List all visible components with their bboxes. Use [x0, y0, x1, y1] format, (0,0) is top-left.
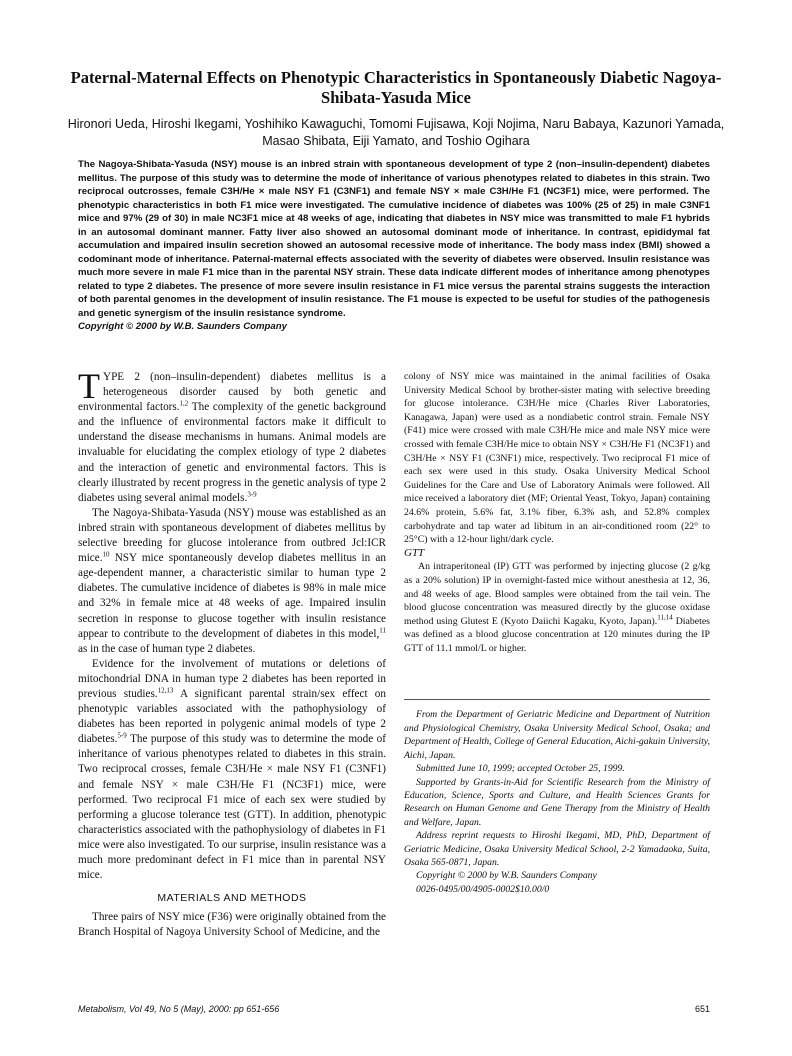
citation: 11,14	[657, 613, 673, 622]
author-list: Hironori Ueda, Hiroshi Ikegami, Yoshihiko Kawaguchi, Tomomi Fujisawa, Koji Nojima, Naru Babaya, Kazunori Yamada, Masao Shibata, Eiji Yamato, and Toshio Ogihara	[67, 117, 725, 148]
right-column	[404, 370, 710, 896]
intro-paragraph-2: The Nagoya-Shibata-Yasuda (NSY) mouse was established as an inbred strain with spontaneous development of diabetes mellitus by selective breeding for glucose intolerance from outbred Jcl:ICR mice.$^{10}$ NSY mice spontaneously develop diabetes mellitus in an age-dependent manner, a characteristic similar to human type 2 diabetes. The cumulative incidence of diabetes is 98% in male mice and 32% in female mice at 48 weeks of age. Impaired insulin secretion in response to glucose together with insulin resistance appear to contribute to the development of diabetes in this model,$^{11}$ as in the case of human type 2 diabetes.	[78, 506, 386, 655]
journal-citation: Metabolism, Vol 49, No 5 (May), 2000: pp 651-656	[78, 1004, 280, 1014]
gtt-paragraph: An intraperitoneal (IP) GTT was performed by injecting glucose (2 g/kg as a 20% solution) IP in overnight-fasted mice without anesthesia at 12, 36, and 48 weeks of age. Blood samples were obtained from the tail vein. The blood glucose concentration was measured directly by the glucose oxidase method using Glutest E (Kyoto Daiichi Kagaku, Kyoto, Japan).$^{11,14}$ Diabetes was defined as a blood glucose concentration at 120 minutes during the IP GTT of 11.1 mmol/L or higher.	[404, 561, 710, 654]
footnote-affiliation: From the Department of Geriatric Medicine and Department of Nutrition and Physiological Chemistry, Osaka University Medical School, Osaka; and Department of Health, College of General Education, Aichi-gakuin University, Aichi, Japan.	[404, 709, 710, 761]
citation: 12,13	[157, 686, 174, 695]
footnote-code: 0026-0495/00/4905-0002$10.00/0	[416, 883, 550, 895]
intro-paragraph-1: TYPE 2 (non–insulin-dependent) diabetes mellitus is a heterogeneous disorder caused by both genetic and environmental factors.$^{1,2}$ The complexity of the genetic background and the influence of environmental factors make it difficult to understand the disease mechanisms in humans. Animal models are invaluable for elucidating the complex etiology of type 2 diabetes and the interaction of genetic and environmental factors. This is clearly illustrated by recent progress in the genetic analysis of type 2 diabetes using several animal models.$^{3-9}$	[78, 366, 387, 504]
citation: 3-9	[247, 490, 257, 499]
abstract-text: The Nagoya-Shibata-Yasuda (NSY) mouse is an inbred strain with spontaneous development of type 2 (non–insulin-dependent) diabetes mellitus. The purpose of this study was to determine the mode of inheritance of various phenotypes related to diabetes in this strain. Two reciprocal outcrosses, female C3H/He × male NSY F1 (C3NF1) and female NSY × male C3H/He F1 (NC3F1) mice, were performed. The phenotypic characteristics in both F1 mice were investigated. The cumulative incidence of diabetes was 100% (25 of 25) in male C3NF1 mice and 97% (29 of 30) in male NC3F1 mice at 48 weeks of age, indicating that diabetes in NSY mice was transmitted to male F1 hybrids in an autosomal dominant manner. Fatty liver also showed an autosomal dominant mode of inheritance. In contrast, epididymal fat accumulation and impaired insulin secretion showed an autosomal recessive mode of inheritance. The body mass index (BMI) showed a codominant mode of inheritance. Paternal-maternal effects associated with the severity of diabetes were observed. Insulin resistance was much more severe in male F1 mice than in the parental NSY strain. These data indicate different modes of inheritance among phenotypes related to type 2 diabetes. The presence of more severe insulin resistance in F1 mice versus the parental strains suggests the interaction of both parental genomes in the development of insulin resistance. The F1 mouse is expected to be useful for studies of the pathogenesis and genetic synergism of the insulin resistance syndrome.	[78, 159, 710, 319]
methods-paragraph-1: Three pairs of NSY mice (F36) were originally obtained from the Branch Hospital of Nagoya University School of Medicine, and the	[78, 911, 386, 939]
left-column	[78, 366, 387, 940]
abstract-copyright: Copyright © 2000 by W.B. Saunders Company	[78, 321, 287, 332]
drop-cap: T	[78, 366, 100, 406]
footnote-reprints: Address reprint requests to Hiroshi Ikegami, MD, PhD, Department of Geriatric Medicine, Osaka University Medical School, 2-2 Yamadaoka, Suita, Osaka 565-0871, Japan.	[404, 830, 710, 868]
abstract	[78, 158, 710, 334]
subheading-gtt: GTT	[404, 546, 425, 559]
citation: 5-9	[117, 731, 127, 740]
citation: 11	[379, 625, 386, 634]
footnote-divider	[404, 699, 710, 700]
footnote-copyright: Copyright © 2000 by W.B. Saunders Company	[416, 870, 597, 882]
citation: 10	[102, 550, 110, 559]
footnotes	[404, 708, 710, 896]
intro-paragraph-3: Evidence for the involvement of mutations or deletions of mitochondrial DNA in human type 2 diabetes has been reported in previous studies.$^{12,13}$ A significant parental strain/sex effect on phenotypic variables associated with the pathophysiology of diabetes has been reported in polygenic animal models of type 2 diabetes.$^{5-9}$ The purpose of this study was to determine the mode of inheritance of various phenotypes related to diabetes in this strain. Two reciprocal crosses, female C3H/He × male NSY F1 (C3NF1) and female NSY × male C3H/He F1 (NC3F1) mice, were performed. Two reciprocal F1 mice of each sex were studied by performing a glucose tolerance test (GTT). In addition, phenotypic characteristics associated with the pathophysiology of diabetes in F1 mice were also investigated. To our surprise, insulin resistance was a much more predominant defect in F1 mice than in parental NSY mice.	[78, 657, 386, 882]
citation: 1,2	[179, 399, 189, 408]
section-heading-methods: MATERIALS AND METHODS	[157, 892, 307, 905]
page-number: 651	[694, 1004, 710, 1014]
article-title: Paternal-Maternal Effects on Phenotypic Characteristics in Spontaneously Diabetic Nagoya-Shibata-Yasuda Mice	[70, 68, 722, 107]
methods-paragraph-2: colony of NSY mice was maintained in the animal facilities of Osaka University Medical School by brother-sister mating with selective breeding for glucose intolerance. C3H/He mice (Charles River Laboratories, Kanagawa, Japan) were used as a nondiabetic control strain. Female NSY (F41) mice were crossed with male C3H/He mice and male NSY mice were crossed with female C3H/He mice to obtain NSY × C3H/He F1 (NC3F1) and C3H/He × NSY F1 (C3NF1) mice, respectively. Two reciprocal F1 mice of each sex were used in this study. Osaka University Medical School Guidelines for the Care and Use of Laboratory Animals were followed. All mice received a laboratory diet (MF; Oriental Yeast, Tokyo, Japan) containing 24.6% protein, 5.6% fat, 3.1% fiber, 6.3% ash, and 52.8% complex carbohydrate and tap water ad libitum in an air-conditioned room (22° to 25°C) with a 12-hour light/dark cycle.	[404, 371, 710, 546]
footnote-funding: Supported by Grants-in-Aid for Scientific Research from the Ministry of Education, Science, Sports and Culture, and Health Sciences Grants for Research on Human Genome and Gene Therapy from the Ministry of Health and Welfare, Japan.	[404, 776, 710, 828]
footnote-dates: Submitted June 10, 1999; accepted October 25, 1999.	[416, 763, 625, 775]
